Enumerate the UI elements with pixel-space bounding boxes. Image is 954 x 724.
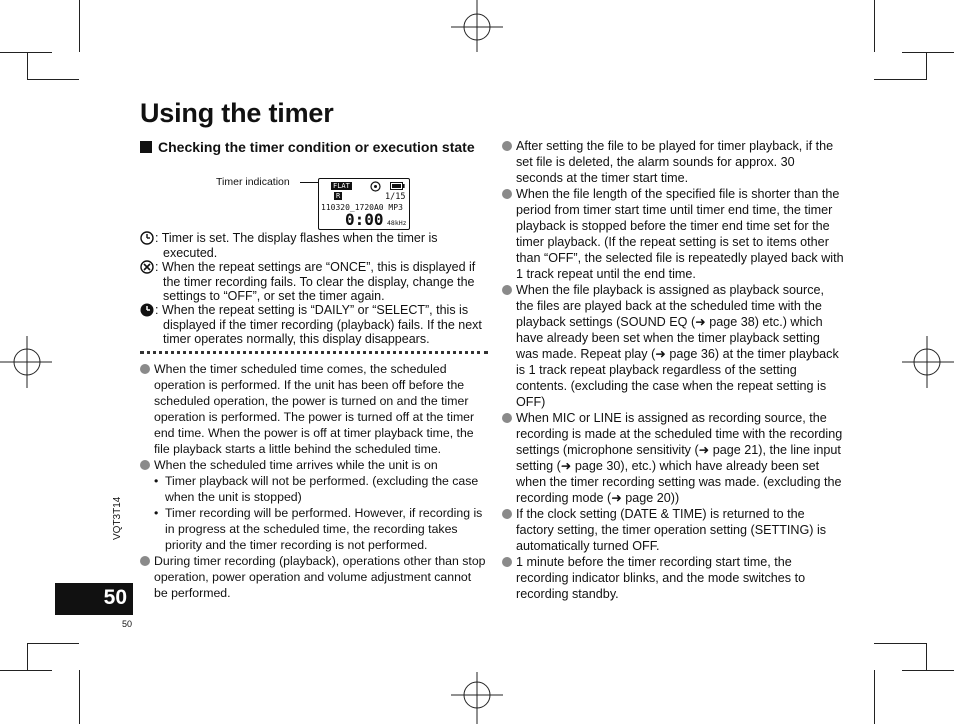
bullet-icon bbox=[502, 285, 512, 295]
registration-mark-right bbox=[902, 336, 954, 388]
sub-note-item: • Timer playback will not be performed. (excluding the case when the unit is stopped) bbox=[154, 474, 479, 504]
eq-indicator: FLAT bbox=[333, 182, 350, 190]
note-item: When the file playback is assigned as playback source, the files are played back at the scheduled time with the playback settings (SOUND EQ (➜ page 38) etc.) which have already been set when the timer playback setting was made. Repeat play (➜ page 36) at the timer playback is 1 track repeat playback regardless of the setting contents. (excluding the case when the repeat setting is OFF) bbox=[502, 282, 844, 410]
dotted-divider bbox=[140, 351, 488, 354]
crop-mark bbox=[874, 0, 875, 52]
dot-bullet-icon: • bbox=[154, 506, 159, 520]
crop-mark bbox=[902, 52, 954, 53]
track-counter: 1/15 bbox=[385, 192, 406, 202]
repeat-indicator: R bbox=[336, 192, 341, 200]
battery-icon bbox=[390, 182, 405, 190]
section-heading-text: Checking the timer condition or execution state bbox=[158, 139, 475, 155]
note-item: When MIC or LINE is assigned as recording source, the recording is made at the scheduled time with the recording settings (microphone sensitivity (➜ page 21), the line input setting (➜ page 30), etc.) which have already been set when the timer recording setting was made. (excluding the recording mode (➜ page 20)) bbox=[502, 410, 844, 506]
icon-description-text: : When the repeat setting is “DAILY” or “SELECT”, this is displayed if the timer recording (playback) fails. If the next timer operates normally, this display disappears. bbox=[155, 303, 482, 346]
note-item: When the scheduled time arrives while the unit is on bbox=[140, 457, 486, 473]
timer-indicator-icon bbox=[370, 181, 381, 192]
crop-mark bbox=[79, 0, 80, 52]
crop-mark bbox=[27, 643, 79, 644]
registration-mark-top bbox=[451, 0, 503, 52]
page-number: 50 bbox=[103, 586, 127, 609]
crop-mark bbox=[874, 79, 927, 80]
note-item: 1 minute before the timer recording start time, the recording indicator blinks, and the mode switches to recording standby. bbox=[502, 554, 844, 602]
icon-description-text: : Timer is set. The display flashes when the timer is executed. bbox=[155, 231, 438, 260]
crop-mark bbox=[0, 670, 52, 671]
left-notes bbox=[140, 361, 486, 601]
icon-description-timer-daily-failed bbox=[140, 303, 485, 347]
sub-note-item: • Timer recording will be performed. However, if recording is in progress at the scheduled time, the recording takes priority and the timer recording is not performed. bbox=[154, 506, 483, 552]
icon-description-text: : When the repeat settings are “ONCE”, this is displayed if the timer recording fails. To clear the display, change the settings to “OFF”, or set the timer again. bbox=[155, 260, 476, 303]
page-number-small: 50 bbox=[122, 619, 133, 629]
note-item: If the clock setting (DATE & TIME) is returned to the factory setting, the timer operation setting (SETTING) is automatically turned OFF. bbox=[502, 506, 844, 554]
lcd-display bbox=[318, 178, 410, 230]
crop-mark bbox=[0, 52, 52, 53]
bitrate-label: 48kHz bbox=[387, 219, 407, 227]
crop-mark bbox=[79, 670, 80, 724]
timer-indication-label: Timer indication bbox=[216, 176, 290, 188]
bullet-icon bbox=[502, 413, 512, 423]
dot-bullet-icon: • bbox=[154, 474, 159, 488]
square-bullet-icon bbox=[140, 141, 152, 153]
crop-mark bbox=[27, 79, 79, 80]
icon-description-timer-set bbox=[140, 231, 485, 260]
timer-daily-failed-icon bbox=[140, 303, 154, 317]
crop-mark bbox=[27, 643, 28, 671]
crop-mark bbox=[926, 52, 927, 80]
page-title: Using the timer bbox=[140, 98, 334, 128]
registration-mark-bottom bbox=[451, 672, 503, 724]
note-item: When the timer scheduled time comes, the scheduled operation is performed. If the unit has been off before the scheduled operation, the power is turned on and the timer operation is performed. The power is turned off at the timer end time. When the power is off at timer playback time, the file playback starts a little behind the scheduled time. bbox=[140, 361, 486, 457]
note-item: After setting the file to be played for timer playback, if the set file is deleted, the alarm sounds for approx. 30 seconds at the timer start time. bbox=[502, 138, 844, 186]
crop-mark bbox=[902, 670, 954, 671]
elapsed-time: 0:00 bbox=[345, 210, 384, 229]
section-heading bbox=[140, 139, 485, 156]
crop-mark bbox=[926, 643, 927, 671]
crop-mark bbox=[874, 670, 875, 724]
bullet-icon bbox=[502, 189, 512, 199]
bullet-icon bbox=[140, 556, 150, 566]
bullet-icon bbox=[502, 141, 512, 151]
crop-mark bbox=[874, 643, 927, 644]
bullet-icon bbox=[502, 557, 512, 567]
timer-set-icon bbox=[140, 231, 154, 245]
registration-mark-left bbox=[0, 336, 52, 388]
file-name: 110320_1720A0 MP3 bbox=[321, 203, 403, 212]
crop-mark bbox=[27, 52, 28, 80]
model-code: VQT3T14 bbox=[112, 496, 123, 540]
timer-failed-icon bbox=[140, 260, 154, 274]
bullet-icon bbox=[140, 460, 150, 470]
note-item: During timer recording (playback), operations other than stop operation, power operation and volume adjustment cannot be performed. bbox=[140, 553, 486, 601]
right-notes bbox=[502, 138, 844, 602]
page-number-tab bbox=[55, 583, 133, 615]
bullet-icon bbox=[502, 509, 512, 519]
note-item: When the file length of the specified file is shorter than the period from timer start time until timer end time, the timer playback is stopped before the timer end time set for the timer playback. (If the repeat setting is set to items other than “OFF”, the selected file is repeatedly played back with 1 track repeat until the end time. bbox=[502, 186, 844, 282]
leader-line bbox=[300, 182, 320, 183]
bullet-icon bbox=[140, 364, 150, 374]
icon-description-timer-failed bbox=[140, 260, 485, 304]
